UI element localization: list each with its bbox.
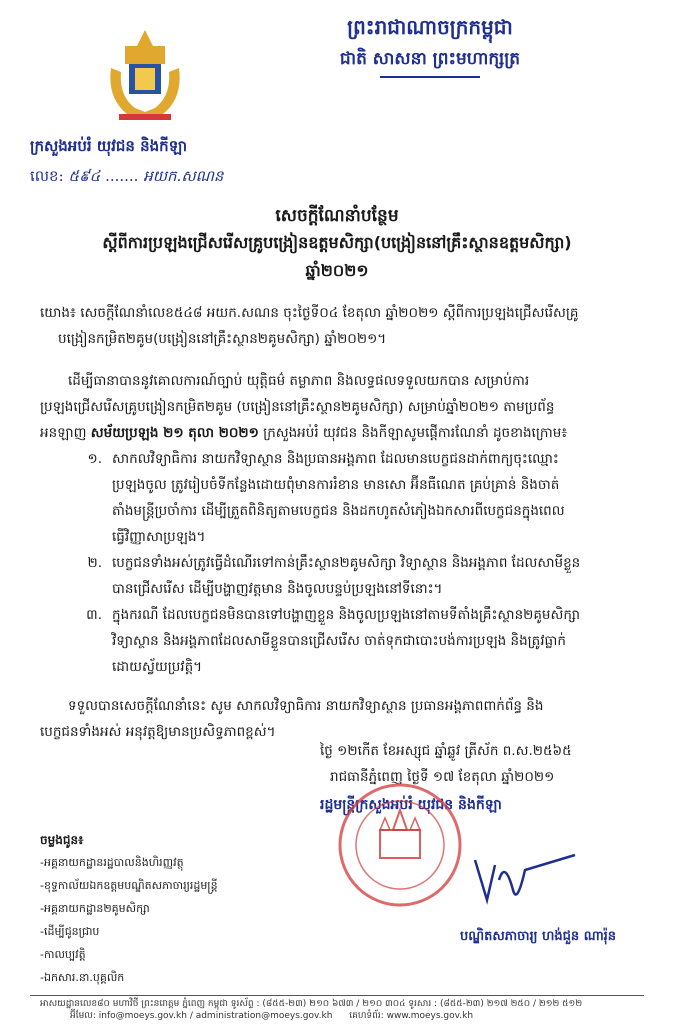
cc-item: -កាលប្បវត្តិ — [40, 948, 86, 961]
cc-item: -ដើម្បីជូនជ្រាប — [40, 925, 100, 938]
item-line: បេក្ខជនទាំងអស់ត្រូវធ្វើដំណើរទៅកាន់គ្រឹះស្ថាន២គូមសិក្សា វិទ្យាស្ថាន និងអង្គភាព ដែលសាមីខ្លួន — [112, 555, 581, 571]
solar-date: រាជធានីភ្នំពេញ ថ្ងៃទី ១៧ ខែតុលា ឆ្នាំ២០២១ — [330, 769, 555, 785]
ref-suffix: អយក.សណន — [143, 167, 224, 185]
reference-line: បង្រៀនកម្រិត២គូម(បង្រៀននៅគ្រឹះស្ថាន២គូមសិក្សា) ឆ្នាំ២០២១។ — [58, 331, 387, 347]
item-line: ដោយស្វ័យប្រវត្តិ។ — [112, 659, 203, 675]
ministry-name: ក្រសួងអប់រំ យុវជន និងកីឡា — [30, 137, 188, 155]
item-number: ១. — [87, 451, 102, 467]
item-line: សាកលវិទ្យាធិការ នាយកវិទ្យាស្ថាន និងប្រធានអង្គភាព ដែលមានបេក្ខជនដាក់ពាក្យចុះឈ្មោះ — [112, 451, 559, 467]
instruction-list — [40, 446, 650, 680]
instruction-item — [40, 550, 650, 602]
kingdom-heading: ព្រះរាជាណាចក្រកម្ពុជា — [347, 15, 513, 39]
ministry-emblem-icon — [105, 28, 185, 123]
cc-item: -អគ្គនាយកដ្ឋាន២គូមសិក្សា — [40, 902, 150, 915]
cc-item: -អគ្គនាយកដ្ឋានរដ្ឋបាលនិងហិរញ្ញវត្ថុ — [40, 856, 184, 869]
item-text — [112, 446, 565, 550]
national-motto: ជាតិ សាសនា ព្រះមហាក្សត្រ — [339, 49, 521, 69]
item-number: ៣. — [86, 607, 102, 623]
ref-label: លេខ: — [30, 167, 64, 185]
reference-number-line — [30, 167, 223, 189]
body-line — [40, 420, 650, 446]
closing-line: ទទួលបានសេចក្តីណែនាំនេះ សូម សាកលវិទ្យាធិការ នាយកវិទ្យាស្ថាន ប្រធានអង្គភាពពាក់ព័ន្ធ និង — [68, 698, 544, 714]
cc-heading: ចម្លងជូន៖ — [40, 833, 84, 847]
handwritten-signature-icon — [465, 850, 585, 910]
document-year: ឆ្នាំ២០២១ — [305, 261, 369, 280]
website-link[interactable]: www.moeys.gov.kh — [386, 1011, 474, 1021]
item-text — [112, 550, 580, 602]
lunar-date: ថ្ងៃ ១២កើត ខែអស្សុជ ឆ្នាំឆ្លូវ ត្រីស័ក ព.ស.២៥៦៥ — [320, 743, 572, 759]
email-link[interactable]: info@moeys.gov.kh / administration@moeys.gov.kh — [98, 1011, 333, 1021]
item-number: ២. — [87, 555, 102, 571]
closing-paragraph — [40, 693, 640, 745]
item-line: ក្នុងករណី ដែលបេក្ខជនមិនបានទៅបង្ហាញខ្លួន និងចូលប្រឡងនៅតាមទីតាំងគ្រឹះស្ថាន២គូមសិក្សា — [112, 607, 581, 623]
ref-dots: ....... — [105, 167, 139, 185]
item-line: ប្រឡងចូល ត្រូវរៀបចំទីកន្លែងដោយពុំមានការរំខាន មានសោ អ៊ីនធឺណេត គ្រប់គ្រាន់ និងចាត់ — [112, 477, 560, 493]
email-label: អ៊ីមែល: — [70, 1011, 96, 1021]
body-line-start: អនឡាញ — [40, 425, 87, 441]
body-line-end: ក្រសួងអប់រំ យុវជន និងកីឡាសូមផ្តើការណែនាំ ដូចខាងក្រោម៖ — [263, 425, 568, 441]
signatory-name: បណ្ឌិតសភាចារ្យ ហង់ជួន ណារ៉ុន — [460, 929, 617, 944]
instruction-item — [40, 602, 650, 680]
website-label: គេហទំព័រ: — [349, 1011, 384, 1021]
official-seal-icon — [335, 780, 465, 910]
footer-address: អាសយដ្ឋានលេខ៨០ មហាវិថី ព្រះនរោត្តម ភ្នំពេញ កម្ពុជា ទូរស័ព្ទ : (៨៥៥-២៣) ២១០ ៦៧៣ / ២១០ ៣០៤ ទូរសារ : (៨៥៥-២៣) ២១៧ ២៥០ / ២១២ ៥១២ — [40, 999, 583, 1009]
footer-divider — [30, 995, 644, 996]
closing-line: បេក្ខជនទាំងអស់ អនុវត្តឱ្យមានប្រសិទ្ធភាពខ្ពស់។ — [40, 724, 276, 740]
item-text — [112, 602, 580, 680]
item-line: វិទ្យាស្ថាន និងអង្គភាពដែលសាមីខ្លួនបានជ្រើសរើស ចាត់ទុកជាបោះបង់ការប្រឡង និងត្រូវធ្លាក់ — [112, 633, 566, 649]
item-line: បានជ្រើសរើស ដើម្បីបង្ហាញវត្តមាន និងចូលបន្ទប់ប្រឡងនៅទីនោះ។ — [112, 581, 443, 597]
body-paragraph — [40, 368, 650, 680]
cc-item: -ខុទ្ទកាល័យឯកឧត្តមបណ្ឌិតសភាចារ្យរដ្ឋមន្ត្រី — [40, 879, 218, 892]
instruction-item — [40, 446, 650, 550]
ref-number: ៥៩៤ — [68, 167, 101, 185]
body-line: ដើម្បីធានាបាននូវគោលការណ៍ច្បាប់ យុត្តិធម៌ តម្លាភាព និងលទ្ធផលទទួលយកបាន សម្រាប់ការ — [68, 373, 530, 389]
reference-paragraph — [40, 300, 640, 352]
item-line: ធ្វើវិញ្ញាសាប្រឡង។ — [112, 529, 206, 545]
signer-title: រដ្ឋមន្ត្រីក្រសួងអប់រំ យុវជន និងកីឡា — [320, 797, 502, 813]
footer-contacts — [70, 1010, 650, 1023]
document-title: សេចក្តីណែនាំបន្ថែម — [275, 206, 399, 226]
motto-divider — [380, 76, 480, 78]
item-line: តាំងមន្ត្រីប្រចាំការ ដើម្បីត្រួតពិនិត្យតាមបេក្ខជន និងដកហូតសំភៀងឯកសារពីបេក្ខជនក្នុងពេល — [112, 503, 565, 519]
document-subject: ស្តីពីការប្រឡងជ្រើសរើសគ្រូបង្រៀនឧត្តមសិក្សា(បង្រៀននៅគ្រឹះស្ថានឧត្តមសិក្សា) — [102, 233, 572, 252]
cc-item: -ឯកសារ.នា.បុគ្គលិក — [40, 971, 125, 984]
reference-line: យោង៖ សេចក្តីណែនាំលេខ៥៤៨ អយក.សណន ចុះថ្ងៃទី០៤ ខែតុលា ឆ្នាំ២០២១ ស្តីពីការប្រឡងជ្រើសរើសគ្រូ — [40, 305, 579, 321]
body-line: ប្រឡងជ្រើសរើសគ្រូបង្រៀនកម្រិត២គូម (បង្រៀននៅគ្រឹះស្ថាន២គូមសិក្សា) សម្រាប់ឆ្នាំ២០២១ តាមប្រព័ន្ធ — [40, 399, 555, 415]
exam-session-highlight: សម័យប្រឡង ២១ តុលា ២០២១ — [90, 425, 259, 441]
